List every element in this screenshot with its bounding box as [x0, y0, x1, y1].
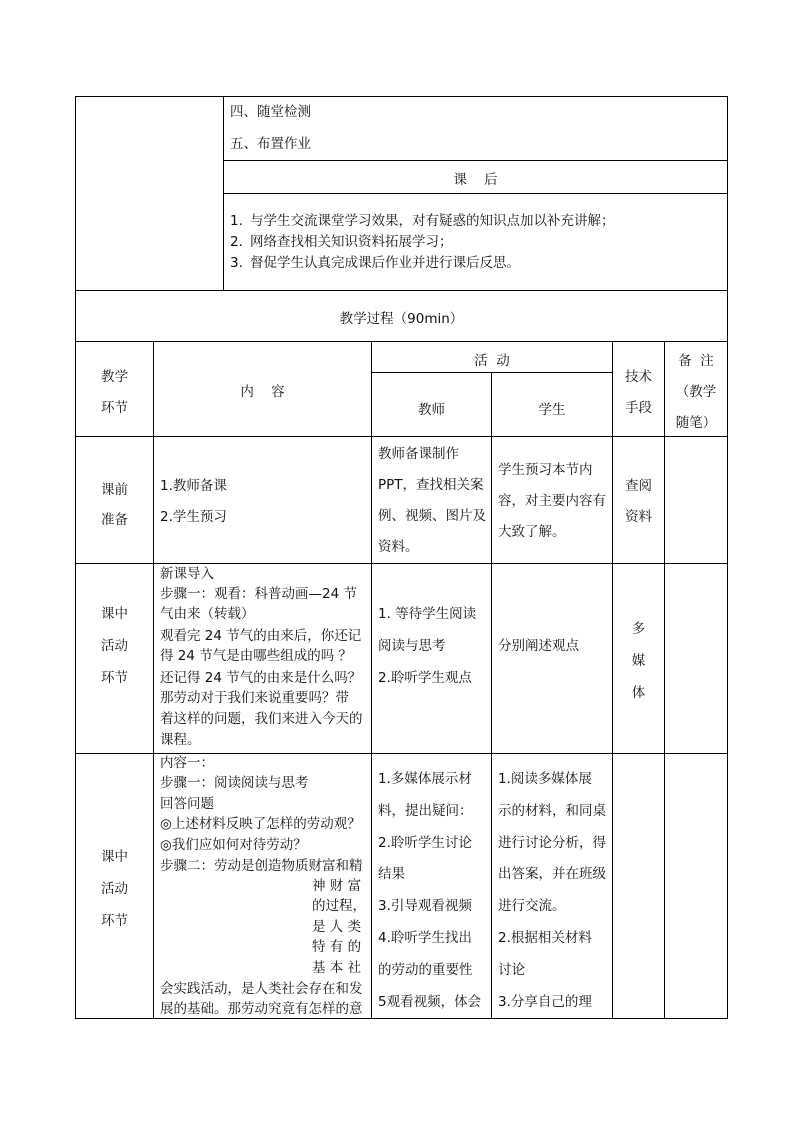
row2-teacher-line1: 1. 等待学生阅读 [378, 606, 477, 622]
row3-stage-line2: 活动 [101, 881, 128, 897]
item-number: 1. [230, 213, 243, 229]
row2-content-line2: 步骤一：观看：科普动画—24 节 [160, 586, 357, 602]
item-number: 2. [230, 234, 243, 250]
after-class-title: 课 后 [453, 172, 498, 188]
header-notes-line3: 随笔） [675, 415, 717, 431]
row1-stage-line2: 准备 [101, 512, 128, 528]
row2-stage-line3: 环节 [101, 670, 128, 686]
row3-teacher-line3: 2.聆听学生讨论 [378, 835, 472, 851]
item-text: 网络查找相关知识资料拓展学习； [250, 234, 453, 250]
row2-content-line9: 课程。 [160, 732, 201, 748]
row1-content-line2: 2.学生预习 [160, 509, 227, 525]
row3-content-line7: 神 财 富 [312, 878, 362, 894]
row3-student-line8: 3.分享自己的理 [498, 994, 592, 1010]
row3-content-line12: 会实践活动，是人类社会存在和发 [160, 981, 363, 997]
row2-content-line4: 观看完 24 节气的由来后，你还记 [160, 628, 362, 644]
after-class-item-2 [230, 234, 453, 250]
row3-content-line2: 步骤一：阅读阅读与思考 [160, 775, 309, 791]
header-stage-line2: 环节 [101, 400, 128, 416]
row3-teacher-line5: 3.引导观看视频 [378, 898, 472, 914]
row1-student-line1: 学生预习本节内 [498, 462, 593, 478]
row1-student-line2: 容，对主要内容有 [498, 493, 606, 509]
row3-teacher-line1: 1.多媒体展示材 [378, 771, 472, 787]
row2-content-line7: 那劳动对于我们来说重要吗？带 [160, 690, 349, 706]
row1-content-line1: 1.教师备课 [160, 478, 227, 494]
row1-teacher-line2: PPT，查找相关案 [378, 477, 484, 493]
row2-content-line5: 得 24 节气是由哪些组成的吗 ？ [160, 648, 353, 664]
item-number: 3. [230, 255, 243, 271]
header-tech-line1: 技术 [625, 369, 652, 385]
row3-content-line3: 回答问题 [160, 796, 214, 812]
row1-teacher-line3: 例、视频、图片及 [378, 508, 486, 524]
row1-teacher-line4: 资料。 [378, 539, 419, 555]
row3-teacher-line7: 的劳动的重要性 [378, 962, 473, 978]
row3-content-line9: 是 人 类 [312, 919, 362, 935]
row2-stage-line2: 活动 [101, 638, 128, 654]
row3-teacher-line2: 料，提出疑问： [378, 803, 473, 819]
after-class-item-1 [230, 213, 615, 229]
row3-stage-line3: 环节 [101, 913, 128, 929]
item-4-heading: 四、随堂检测 [230, 104, 311, 120]
row2-teacher-line3: 2.聆听学生观点 [378, 670, 472, 686]
row3-content-line10: 特 有 的 [312, 939, 362, 955]
row2-teacher-line2: 阅读与思考 [378, 638, 446, 654]
item-text: 督促学生认真完成课后作业并进行课后反思。 [250, 255, 520, 271]
row1-tech-line2: 资料 [625, 509, 652, 525]
item-5-heading: 五、布置作业 [230, 136, 311, 152]
header-notes-line1: 备 注 [678, 353, 714, 369]
row3-student-line2: 示的材料，和同桌 [498, 803, 606, 819]
row3-student-line6: 2.根据相关材料 [498, 930, 592, 946]
row3-stage-line1: 课中 [101, 849, 128, 865]
row3-teacher-line4: 结果 [378, 866, 405, 882]
row1-student-line3: 大致了解。 [498, 524, 566, 540]
row3-content-line5: ◎我们应如何对待劳动？ [160, 837, 307, 853]
row2-stage-line1: 课中 [101, 606, 128, 622]
row2-content-line1: 新课导入 [160, 566, 214, 582]
header-tech-line2: 手段 [625, 400, 652, 416]
row2-tech-line3: 体 [631, 685, 646, 701]
row3-student-line7: 讨论 [498, 962, 525, 978]
header-content: 内 容 [240, 384, 285, 400]
header-stage-line1: 教学 [101, 369, 128, 385]
row3-student-line5: 进行交流。 [498, 898, 566, 914]
row2-student-line1: 分别阐述观点 [498, 638, 579, 654]
row2-tech-line2: 媒 [631, 653, 646, 669]
process-title: 教学过程（90min） [339, 311, 464, 327]
row3-content-line8: 的过程， [312, 898, 366, 914]
row3-content-line6: 步骤二：劳动是创造物质财富和精 [160, 858, 363, 874]
header-teacher: 教师 [418, 402, 445, 418]
row3-content-line11: 基 本 社 [312, 960, 362, 976]
row1-teacher-line1: 教师备课制作 [378, 446, 459, 462]
header-activity: 活 动 [474, 353, 510, 369]
row2-content-line8: 着这样的问题，我们来进入今天的 [160, 711, 363, 727]
row3-teacher-line8: 5观看视频，体会 [378, 994, 482, 1010]
after-class-item-3 [230, 255, 520, 271]
row3-student-line3: 进行讨论分析，得 [498, 835, 606, 851]
row2-tech-line1: 多 [631, 621, 646, 637]
row1-tech-line1: 查阅 [625, 478, 652, 494]
header-notes-line2: （教学 [675, 384, 717, 400]
header-student: 学生 [538, 402, 566, 418]
row3-content-line4: ◎上述材料反映了怎样的劳动观？ [160, 816, 361, 832]
row2-content-line6: 还记得 24 节气的由来是什么吗？ [160, 670, 362, 686]
item-text: 与学生交流课堂学习效果，对有疑惑的知识点加以补充讲解； [250, 213, 615, 229]
row2-content-line3: 气由来（转载） [160, 606, 255, 622]
row3-content-line13: 展的基础。那劳动究竟有怎样的意 [160, 1001, 363, 1017]
row3-student-line4: 出答案，并在班级 [498, 866, 606, 882]
row1-stage-line1: 课前 [101, 482, 128, 498]
row3-teacher-line6: 4.聆听学生找出 [378, 930, 472, 946]
row3-student-line1: 1.阅读多媒体展 [498, 771, 592, 787]
row3-content-line1: 内容一： [160, 755, 214, 771]
